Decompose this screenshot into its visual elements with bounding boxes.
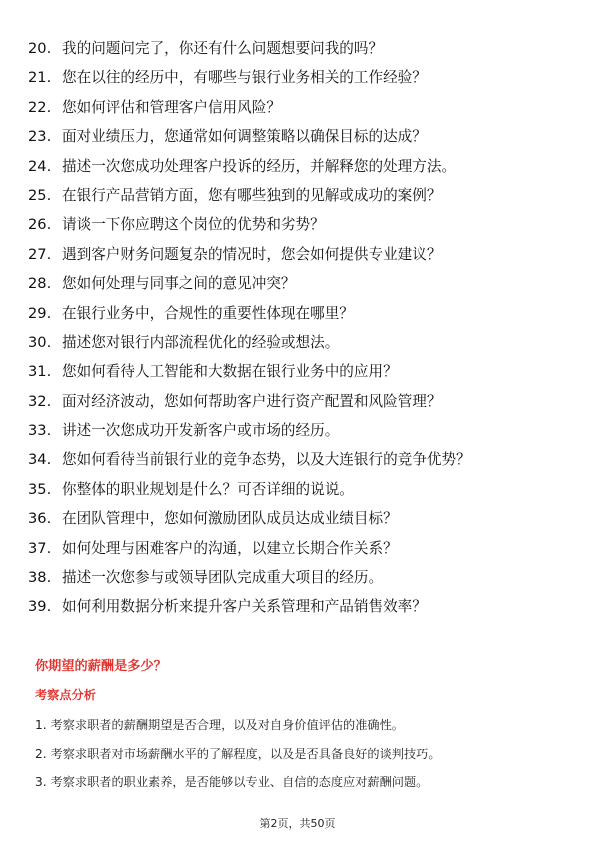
analysis-points (35, 711, 575, 797)
question-number: 34. (28, 451, 52, 469)
question-item (28, 299, 573, 328)
question-item (28, 387, 573, 416)
question-text: 面对经济波动，您如何帮助客户进行资产配置和风险管理？ (62, 392, 442, 410)
question-text: 您如何评估和管理客户信用风险？ (62, 98, 281, 116)
analysis-point: 1. 考察求职者的薪酬期望是否合理，以及对自身价值评估的准确性。 (35, 718, 404, 732)
question-text: 描述一次您参与或领导团队完成重大项目的经历。 (62, 569, 384, 587)
question-number: 39. (28, 598, 52, 616)
question-number: 38. (28, 569, 52, 587)
question-text: 您如何看待当前银行业的竞争态势，以及大连银行的竞争优势？ (62, 451, 471, 469)
question-item (28, 122, 573, 151)
question-number: 28. (28, 275, 52, 293)
question-text: 描述一次您成功处理客户投诉的经历，并解释您的处理方法。 (62, 157, 457, 175)
question-text: 在团队管理中，您如何激励团队成员达成业绩目标？ (62, 510, 398, 528)
question-number: 24. (28, 157, 52, 175)
question-item (28, 534, 573, 563)
question-item (28, 504, 573, 533)
question-text: 您如何看待人工智能和大数据在银行业务中的应用？ (62, 363, 398, 381)
question-number: 36. (28, 510, 52, 528)
question-item (28, 240, 573, 269)
question-item (28, 328, 573, 357)
question-item (28, 269, 573, 298)
question-item (28, 210, 573, 239)
question-text: 您如何处理与同事之间的意见冲突？ (62, 275, 296, 293)
question-text: 您在以往的经历中，有哪些与银行业务相关的工作经验？ (62, 69, 427, 87)
question-text: 遇到客户财务问题复杂的情况时，您会如何提供专业建议？ (62, 245, 442, 263)
question-number: 27. (28, 245, 52, 263)
question-item (28, 445, 573, 474)
question-number: 31. (28, 363, 52, 381)
page-footer: 第2页，共50页 (259, 817, 336, 830)
question-number: 33. (28, 422, 52, 440)
question-item (28, 34, 573, 63)
question-number: 26. (28, 216, 52, 234)
question-number: 21. (28, 69, 52, 87)
question-text: 描述您对银行内部流程优化的经验或想法。 (62, 333, 340, 351)
question-number: 37. (28, 539, 52, 557)
question-item (28, 563, 573, 592)
question-item (28, 152, 573, 181)
analysis-point: 3. 考察求职者的职业素养，是否能够以专业、自信的态度应对薪酬问题。 (35, 775, 429, 789)
question-text: 如何处理与困难客户的沟通，以建立长期合作关系？ (62, 539, 398, 557)
analysis-point: 2. 考察求职者对市场薪酬水平的了解程度，以及是否具备良好的谈判技巧。 (35, 746, 441, 761)
analysis-subtitle: 考察点分析 (35, 688, 96, 702)
question-text: 你整体的职业规划是什么？可否详细的说说。 (62, 480, 354, 498)
question-number: 22. (28, 98, 52, 116)
question-number: 32. (28, 392, 52, 410)
question-item (28, 93, 573, 122)
question-item (28, 181, 573, 210)
question-number: 23. (28, 128, 52, 146)
question-number: 20. (28, 40, 52, 57)
question-list (28, 34, 573, 622)
question-number: 25. (28, 186, 52, 204)
question-item (28, 475, 573, 504)
question-text: 在银行业务中，合规性的重要性体现在哪里？ (62, 304, 354, 322)
question-text: 讲述一次您成功开发新客户或市场的经历。 (62, 422, 340, 440)
question-item (28, 592, 573, 621)
question-text: 在银行产品营销方面，您有哪些独到的见解或成功的案例？ (62, 186, 442, 204)
question-text: 如何利用数据分析来提升客户关系管理和产品销售效率？ (62, 598, 427, 616)
question-text: 请谈一下你应聘这个岗位的优势和劣势？ (62, 216, 325, 234)
question-number: 30. (28, 333, 52, 351)
question-item (28, 416, 573, 445)
section-title: 你期望的薪酬是多少？ (35, 659, 167, 674)
question-text: 面对业绩压力，您通常如何调整策略以确保目标的达成？ (62, 128, 427, 146)
question-number: 35. (28, 480, 52, 498)
question-text: 我的问题问完了，你还有什么问题想要问我的吗？ (62, 40, 384, 57)
question-number: 29. (28, 304, 52, 322)
question-item (28, 63, 573, 92)
question-item (28, 357, 573, 386)
